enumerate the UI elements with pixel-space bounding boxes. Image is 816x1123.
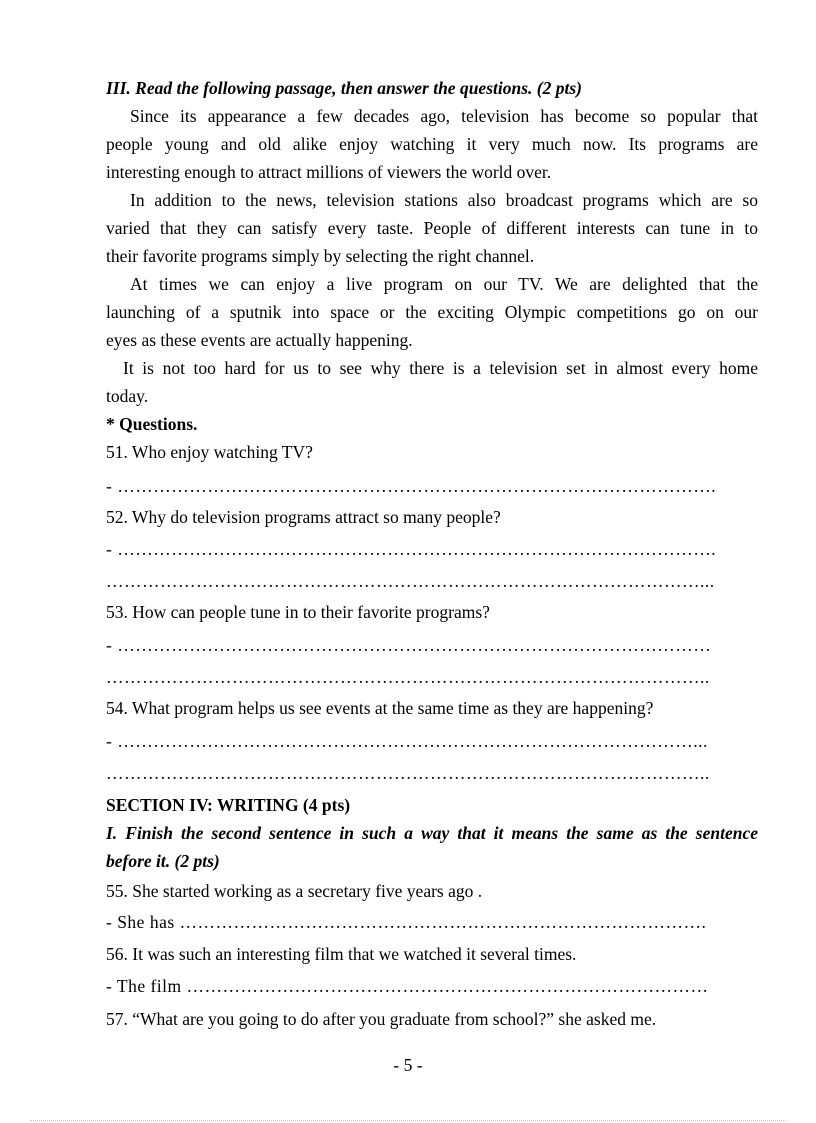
passage-line: launching of a sputnik into space or the exciting Olympic competitions go on our — [106, 302, 758, 322]
answer-line-53b[interactable]: ……………………………………………………………………………………….. — [106, 667, 710, 687]
answer-line-53a[interactable]: - ……………………………………………………………………………………… — [106, 635, 712, 655]
questions-label: * Questions. — [106, 414, 198, 434]
passage-line: eyes as these events are actually happening. — [106, 330, 413, 350]
passage-line: their favorite programs simply by selecting the right channel. — [106, 246, 535, 266]
answer-line-54b[interactable]: ……………………………………………………………………………………….. — [106, 763, 710, 783]
question-52: 52. Why do television programs attract so many people? — [106, 507, 501, 527]
section-3-heading: III. Read the following passage, then answer the questions. (2 pts) — [106, 78, 582, 98]
question-54: 54. What program helps us see events at the same time as they are happening? — [106, 698, 654, 718]
question-53: 53. How can people tune in to their favorite programs? — [106, 602, 490, 622]
answer-line-54a[interactable]: - ……………………………………………………………………………………... — [106, 731, 708, 751]
passage-line: today. — [106, 386, 149, 406]
page-bottom-border — [30, 1120, 786, 1121]
answer-line-52b[interactable]: ………………………………………………………………………………………... — [106, 571, 715, 591]
answer-line-52a[interactable]: - ………………………………………………………………………………………. — [106, 539, 717, 559]
section-4-instruction: I. Finish the second sentence in such a way that it means the same as the sentence — [106, 823, 758, 843]
question-57: 57. “What are you going to do after you graduate from school?” she asked me. — [106, 1009, 657, 1029]
question-55: 55. She started working as a secretary five years ago . — [106, 881, 483, 901]
page-number: - 5 - — [393, 1055, 423, 1075]
question-51: 51. Who enjoy watching TV? — [106, 442, 313, 462]
answer-line-51[interactable]: - ………………………………………………………………………………………. — [106, 476, 717, 496]
answer-line-56[interactable]: - The film …………………………………………………………………………… — [106, 976, 709, 996]
passage-line: In addition to the news, television stations also broadcast programs which are so — [130, 190, 758, 210]
passage-line: At times we can enjoy a live program on our TV. We are delighted that the — [130, 274, 758, 294]
passage-line: people young and old alike enjoy watching it very much now. Its programs are — [106, 134, 758, 154]
question-56: 56. It was such an interesting film that we watched it several times. — [106, 944, 577, 964]
passage-line: interesting enough to attract millions of viewers the world over. — [106, 162, 552, 182]
passage-line: Since its appearance a few decades ago, television has become so popular that — [130, 106, 758, 126]
passage-line: It is not too hard for us to see why there is a television set in almost every home — [123, 358, 758, 378]
section-4-heading: SECTION IV: WRITING (4 pts) — [106, 795, 351, 815]
passage-line: varied that they can satisfy every taste. People of different interests can tune in to — [106, 218, 758, 238]
answer-line-55[interactable]: - She has ……………………………………………………………………………. — [106, 912, 707, 932]
section-4-instruction: before it. (2 pts) — [106, 851, 220, 871]
